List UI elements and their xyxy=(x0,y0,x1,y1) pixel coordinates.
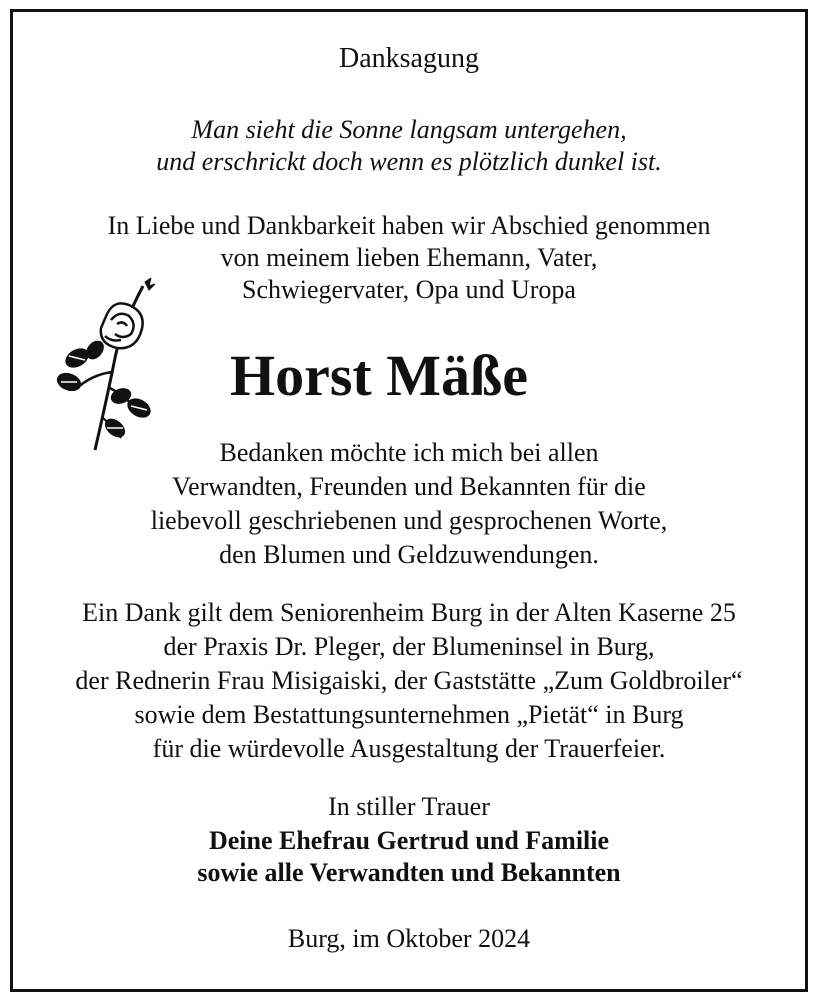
thanks-line-2: Verwandten, Freunden und Bekannten für die xyxy=(172,472,646,501)
signer-line-1: Deine Ehefrau Gertrud und Familie xyxy=(208,826,610,855)
quote-line-1: Man sieht die Sonne langsam untergehen, xyxy=(191,115,627,144)
special-thanks-line-3: der Rednerin Frau Misigaiski, der Gaststätte „Zum Goldbroiler“ xyxy=(75,666,743,695)
deceased-name: Horst Mäße xyxy=(230,343,528,408)
thanks-line-3: liebevoll geschriebenen und gesprochenen Worte, xyxy=(150,506,668,535)
notice-heading: Danksagung xyxy=(339,43,479,74)
intro-line-1: In Liebe und Dankbarkeit haben wir Abschied genommen xyxy=(107,211,711,240)
place-date: Burg, im Oktober 2024 xyxy=(287,924,531,953)
special-thanks-line-1: Ein Dank gilt dem Seniorenheim Burg in der Alten Kaserne 25 xyxy=(82,598,736,627)
intro-line-3: Schwiegervater, Opa und Uropa xyxy=(242,275,576,304)
quote-line-2: und erschrickt doch wenn es plötzlich dunkel ist. xyxy=(156,147,662,176)
thanks-line-1: Bedanken möchte ich mich bei allen xyxy=(219,438,599,467)
mourning-label: In stiller Trauer xyxy=(328,792,490,821)
thanks-line-4: den Blumen und Geldzuwendungen. xyxy=(219,540,599,569)
special-thanks-line-5: für die würdevolle Ausgestaltung der Trauerfeier. xyxy=(152,734,666,763)
special-thanks-line-2: der Praxis Dr. Pleger, der Blumeninsel in Burg, xyxy=(163,632,655,661)
intro-line-2: von meinem lieben Ehemann, Vater, xyxy=(220,243,598,272)
special-thanks-line-4: sowie dem Bestattungsunternehmen „Pietät“ in Burg xyxy=(134,700,684,729)
rose-icon xyxy=(55,278,175,456)
signer-line-2: sowie alle Verwandten und Bekannten xyxy=(197,858,621,887)
